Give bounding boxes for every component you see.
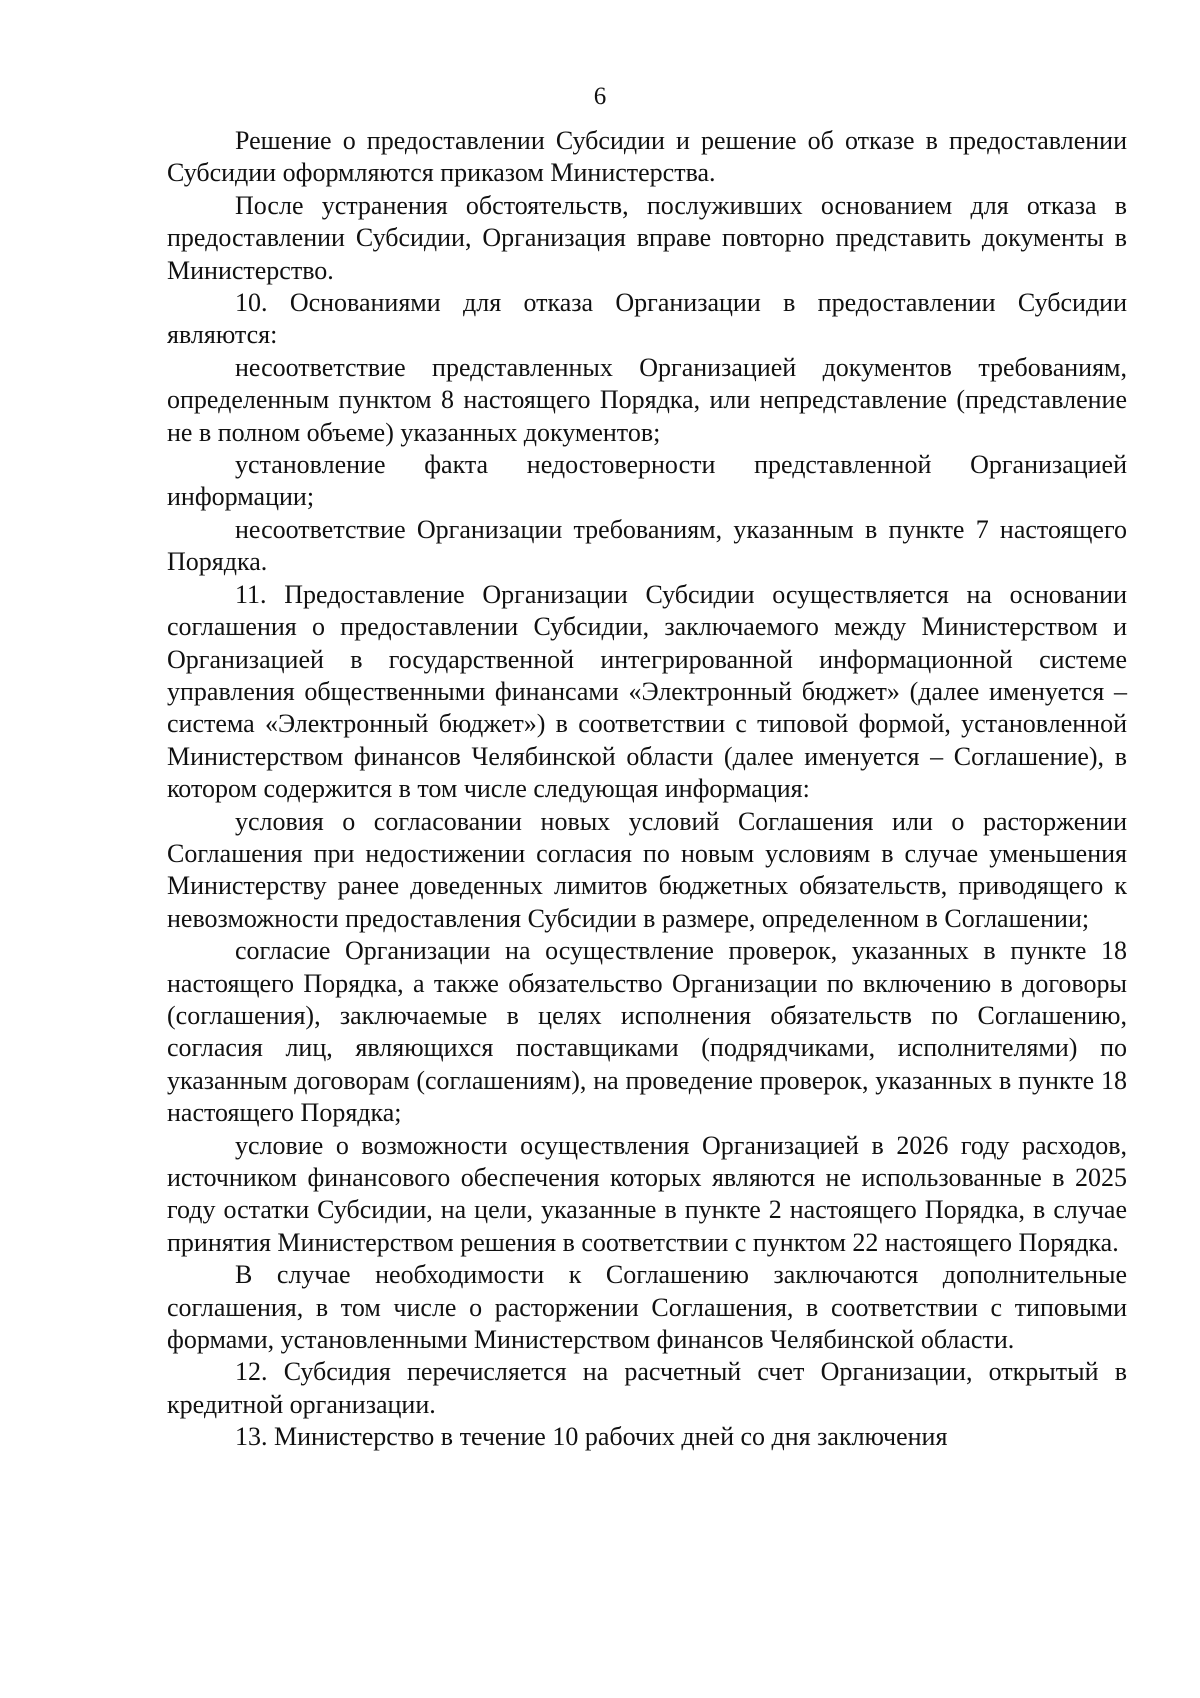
paragraph: согласие Организации на осуществление проверок, указанных в пункте 18 настоящего Порядка, а также обязательство Организации по включению в договоры (соглашения), заключаемые в целях исполнения обязательств по Соглашению, согласия лиц, являющихся поставщиками (подрядчиками, исполнителями) по указанным договорам (соглашениям), на проведение проверок, указанных в пункте 18 настоящего Порядка; bbox=[167, 936, 1127, 1128]
paragraph-clause-10: 10. Основаниями для отказа Организации в предоставлении Субсидии являются: bbox=[167, 288, 1127, 350]
paragraph: несоответствие представленных Организацией документов требованиям, определенным пунктом 8 настоящего Порядка, или непредставление (представление не в полном объеме) указанных документов; bbox=[167, 352, 1127, 447]
paragraph-clause-13: 13. Министерство в течение 10 рабочих дней со дня заключения bbox=[235, 1422, 948, 1452]
paragraph: несоответствие Организации требованиям, указанным в пункте 7 настоящего Порядка. bbox=[167, 514, 1127, 577]
page-number: 6 bbox=[593, 83, 607, 110]
paragraph: В случае необходимости к Соглашению заключаются дополнительные соглашения, в том числе о расторжении Соглашения, в соответствии с типовыми формами, установленными Министерством финансов Челябинской области. bbox=[167, 1260, 1127, 1355]
document-body bbox=[167, 125, 1127, 1454]
paragraph-clause-11: 11. Предоставление Организации Субсидии осуществляется на основании соглашения о предоставлении Субсидии, заключаемого между Министерством и Организацией в государственной интегрированной информационной системе управления общественными финансами «Электронный бюджет» (далее именуется – система «Электронный бюджет») в соответствии с типовой формой, установленной Министерством финансов Челябинской области (далее именуется – Соглашение), в котором содержится в том числе следующая информация: bbox=[167, 579, 1127, 804]
paragraph-clause-12: 12. Субсидия перечисляется на расчетный счет Организации, открытый в кредитной организации. bbox=[167, 1357, 1127, 1419]
paragraph: условия о согласовании новых условий Соглашения или о расторжении Соглашения при недостижении согласия по новым условиям в случае уменьшения Министерству ранее доведенных лимитов бюджетных обязательств, приводящего к невозможности предоставления Субсидии в размере, определенном в Соглашении; bbox=[167, 806, 1127, 933]
paragraph: После устранения обстоятельств, послуживших основанием для отказа в предоставлении Субсидии, Организация вправе повторно представить документы в Министерство. bbox=[167, 190, 1127, 285]
paragraph: Решение о предоставлении Субсидии и решение об отказе в предоставлении Субсидии оформляются приказом Министерства. bbox=[167, 126, 1127, 188]
paragraph: условие о возможности осуществления Организацией в 2026 году расходов, источником финансового обеспечения которых являются не использованные в 2025 году остатки Субсидии, на цели, указанные в пункте 2 настоящего Порядка, в случае принятия Министерством решения в соответствии с пунктом 22 настоящего Порядка. bbox=[167, 1130, 1127, 1257]
paragraph: установление факта недостоверности представленной Организацией информации; bbox=[167, 450, 1127, 512]
